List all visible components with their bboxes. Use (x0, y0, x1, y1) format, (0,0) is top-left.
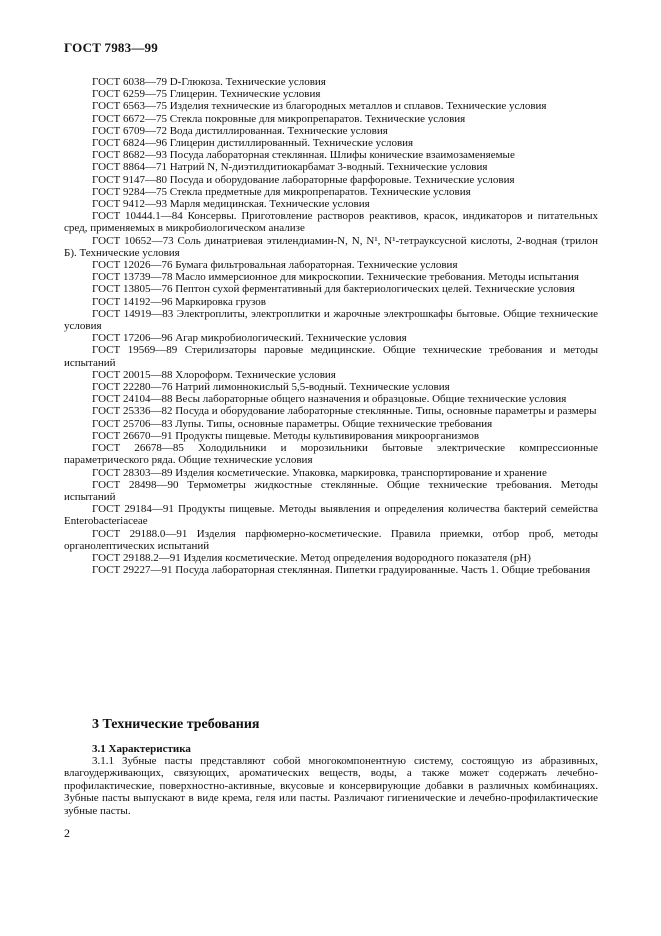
reference-item: ГОСТ 25336—82 Посуда и оборудование лабораторные стеклянные. Типы, основные параметры и размеры (92, 405, 597, 418)
reference-item: ГОСТ 6824—96 Глицерин дистиллированный. Технические условия (92, 137, 414, 150)
reference-item: ГОСТ 14192—96 Маркировка грузов (92, 295, 266, 308)
body-paragraph: 3.1.1 Зубные пасты представляют собой многокомпонентную систему, состоящую из абразивных, влагоудерживающих, связующих, ароматических веществ, воды, а также может содержать лечебно-профилактические, поверхностно-активные, вкусовые и консервирующие добавки в различных комбинациях. Зубные пасты выпускают в виде крема, геля или пасты. Различают гигиенические и лечебно-профилактические зубные пасты. (64, 755, 598, 817)
reference-item: ГОСТ 22280—76 Натрий лимоннокислый 5,5-водный. Технические условия (92, 381, 450, 394)
page-number: 2 (64, 826, 70, 840)
reference-item: ГОСТ 12026—76 Бумага фильтровальная лабораторная. Технические условия (92, 259, 458, 272)
reference-item: ГОСТ 10652—73 Соль динатриевая этилендиамин-N, N, N¹, N¹-тетрауксусной кислоты, 2-водная (трилон Б). Технические условия (64, 234, 598, 259)
reference-item: ГОСТ 13739—78 Масло иммерсионное для микроскопии. Технические требования. Методы испытания (92, 271, 579, 284)
reference-item: ГОСТ 26670—91 Продукты пищевые. Методы культивирования микроорганизмов (92, 429, 480, 442)
reference-item: ГОСТ 10444.1—84 Консервы. Приготовление растворов реактивов, красок, индикаторов и питательных сред, применяемых в микробиологическом анализе (64, 210, 598, 235)
reference-item: ГОСТ 29188.2—91 Изделия косметические. Метод определения водородного показателя (pH) (92, 551, 531, 564)
reference-item: ГОСТ 28498—90 Термометры жидкостные стеклянные. Общие технические требования. Методы испытаний (64, 478, 598, 503)
reference-item: ГОСТ 28303—89 Изделия косметические. Упаковка, маркировка, транспортирование и хранение (92, 466, 547, 479)
reference-item: ГОСТ 29188.0—91 Изделия парфюмерно-косметические. Правила приемки, отбор проб, методы органолептических испытаний (64, 527, 598, 552)
reference-item: ГОСТ 6259—75 Глицерин. Технические условия (92, 88, 321, 101)
reference-item: ГОСТ 29227—91 Посуда лабораторная стеклянная. Пипетки градуированные. Часть 1. Общие требования (92, 564, 591, 577)
reference-item: ГОСТ 8682—93 Посуда лабораторная стеклянная. Шлифы конические взаимозаменяемые (92, 149, 515, 162)
reference-item: ГОСТ 9284—75 Стекла предметные для микропрепаратов. Технические условия (92, 185, 471, 198)
reference-item: ГОСТ 26678—85 Холодильники и морозильники бытовые электрические компрессионные параметрического ряда. Общие технические условия (64, 442, 598, 467)
section-heading: 3 Технические требования (92, 717, 260, 732)
reference-item: ГОСТ 13805—76 Пептон сухой ферментативный для бактериологических целей. Технические условия (92, 283, 575, 296)
reference-item: ГОСТ 19569—89 Стерилизаторы паровые медицинские. Общие технические требования и методы испытаний (64, 344, 598, 369)
reference-item: ГОСТ 14919—83 Электроплиты, электроплитки и жарочные электрошкафы бытовые. Общие технические условия (64, 307, 598, 333)
reference-item: ГОСТ 24104—88 Весы лабораторные общего назначения и образцовые. Общие технические условия (92, 393, 567, 406)
reference-item: ГОСТ 17206—96 Агар микробиологический. Технические условия (92, 332, 407, 345)
subsection-heading: 3.1 Характеристика (92, 743, 191, 755)
reference-item: ГОСТ 6709—72 Вода дистиллированная. Технические условия (92, 124, 388, 137)
reference-item: ГОСТ 6672—75 Стекла покровные для микропрепаратов. Технические условия (92, 112, 466, 125)
reference-item: ГОСТ 6038—79 D-Глюкоза. Технические условия (92, 76, 326, 88)
document-header: ГОСТ 7983—99 (64, 40, 158, 55)
reference-item: ГОСТ 25706—83 Лупы. Типы, основные параметры. Общие технические требования (92, 417, 493, 430)
reference-item: ГОСТ 9412—93 Марля медицинская. Технические условия (92, 198, 370, 211)
reference-item: ГОСТ 8864—71 Натрий N, N-диэтилдитиокарбамат 3-водный. Технические условия (92, 161, 488, 174)
reference-item: ГОСТ 20015—88 Хлороформ. Технические условия (92, 368, 336, 381)
reference-item: ГОСТ 6563—75 Изделия технические из благородных металлов и сплавов. Технические условия (92, 100, 547, 113)
reference-item: ГОСТ 9147—80 Посуда и оборудование лабораторные фарфоровые. Технические условия (92, 173, 515, 186)
references-list (64, 76, 598, 576)
reference-item: ГОСТ 29184—91 Продукты пищевые. Методы выявления и определения количества бактерий семейства Enterobacteriaceae (64, 503, 598, 528)
